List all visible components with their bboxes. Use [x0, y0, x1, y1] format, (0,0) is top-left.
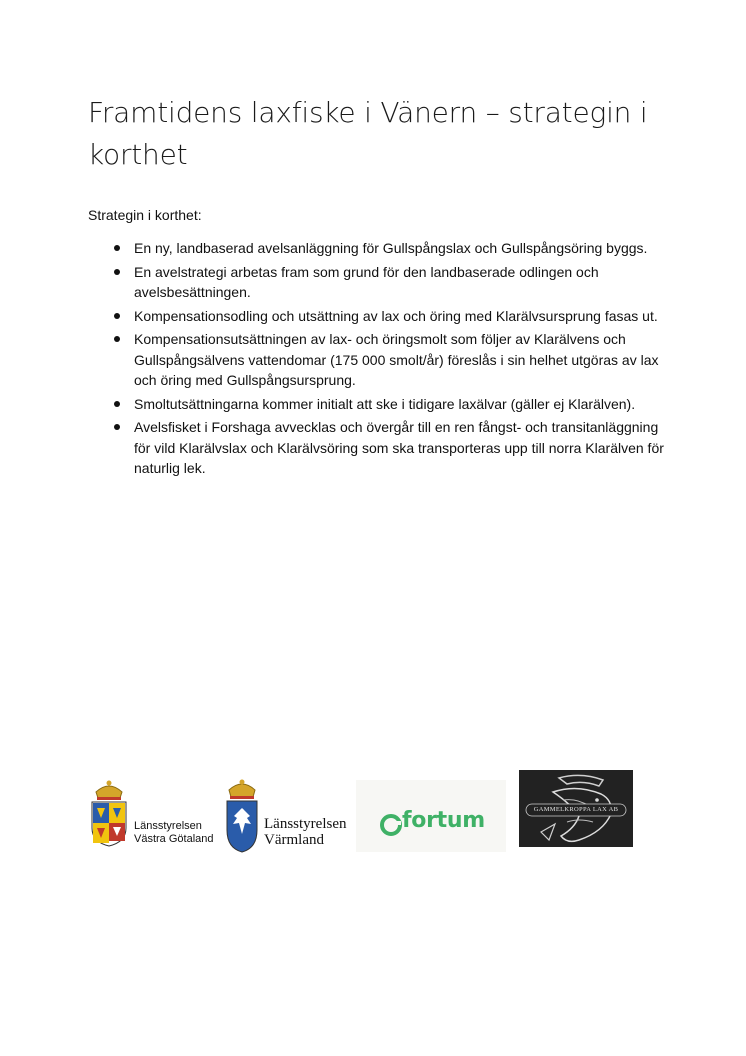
- list-item-text: Smoltutsättningarna kommer initialt att ske i tidigare laxälvar (gäller ej Klarälven).: [134, 395, 636, 412]
- logo-vg-name: [134, 820, 214, 846]
- list-item: [88, 394, 668, 415]
- logo-vm-line1: Länsstyrelsen: [264, 816, 347, 832]
- fortum-wordmark: fortum: [402, 808, 485, 833]
- logo-lansstyrelsen-vastra-gotaland: [88, 778, 223, 848]
- bullet-icon: [114, 424, 120, 430]
- strategy-list: [88, 238, 668, 482]
- logo-vg-line1: Länsstyrelsen: [134, 820, 202, 832]
- page-title: Framtidens laxfiske i Vänern – strategin i korthet: [88, 96, 648, 171]
- logo-vg-line2: Västra Götaland: [134, 833, 214, 845]
- intro-text: Strategin i korthet:: [88, 207, 202, 223]
- logo-lansstyrelsen-varmland: [224, 778, 364, 853]
- gammelkroppa-text: GAMMELKROPPA LAX AB: [533, 806, 619, 813]
- logo-vm-line2: Värmland: [264, 832, 324, 848]
- list-item: [88, 238, 668, 259]
- list-item-text: Avelsfisket i Forshaga avvecklas och övergår till en ren fångst- och transitanläggning för vild Klarälvslax och Klarälvsöring som ska transporteras upp till norra Klarälven för naturlig lek.: [134, 419, 664, 476]
- bullet-icon: [114, 269, 120, 275]
- logo-strip: [88, 768, 648, 852]
- crest-icon: [224, 778, 260, 854]
- bullet-icon: [114, 245, 120, 251]
- list-item: [88, 329, 668, 391]
- list-item-text: Kompensationsutsättningen av lax- och öringsmolt som följer av Klarälvens och Gullspångsälvens vattendomar (175 000 smolt/år) föreslås i sin helhet utgöras av lax och öring med Gullspångsursprung.: [134, 331, 659, 388]
- crest-icon: [88, 778, 130, 848]
- list-item: [88, 306, 668, 327]
- logo-vm-name: [264, 816, 346, 848]
- bullet-icon: [114, 313, 120, 319]
- list-item-text: En ny, landbaserad avelsanläggning för Gullspångslax och Gullspångsöring byggs.: [134, 240, 648, 256]
- fortum-swirl-icon: [380, 814, 402, 836]
- list-item-text: En avelstrategi arbetas fram som grund för den landbaserade odlingen och avelsbesättningen.: [134, 263, 599, 300]
- list-item: [88, 262, 668, 303]
- list-item: [88, 417, 668, 479]
- logo-gammelkroppa-lax: [519, 770, 633, 847]
- logo-fortum: [356, 780, 506, 852]
- bullet-icon: [114, 336, 120, 342]
- bullet-icon: [114, 401, 120, 407]
- list-item-text: Kompensationsodling och utsättning av lax och öring med Klarälvsursprung fasas ut.: [134, 307, 658, 324]
